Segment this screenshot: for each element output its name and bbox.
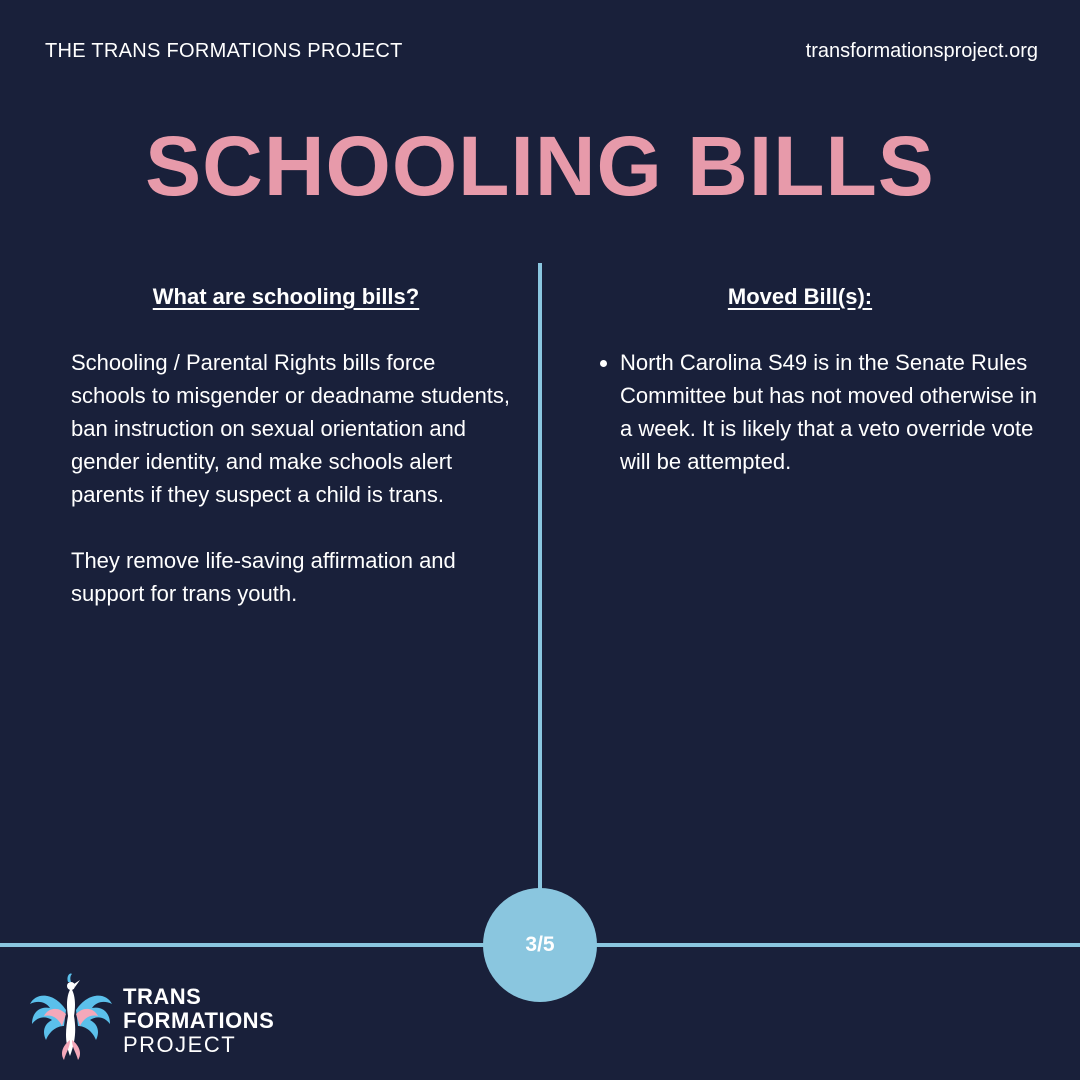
website-link[interactable]: transformationsproject.org [805, 40, 1038, 62]
right-column-body [598, 346, 1038, 478]
right-column-heading: Moved Bill(s): [727, 284, 873, 309]
left-paragraph-1: Schooling / Parental Rights bills force schools to misgender or deadname students, ban instruction on sexual orientation and gender identity, and make schools alert parents if they suspect a child is trans. [71, 350, 511, 507]
column-divider [538, 263, 542, 893]
page-indicator [483, 888, 597, 1002]
left-column-body [71, 346, 511, 643]
moved-bills-list [598, 346, 1038, 478]
list-item: • North Carolina S49 is in the Senate Rules Committee but has not moved otherwise in a week. It is likely that a veto override vote will be attempted. [620, 346, 1038, 478]
left-column-heading: What are schooling bills? [152, 284, 420, 309]
logo-line-1: TRANS [123, 984, 202, 1009]
logo-line-3: PROJECT [123, 1032, 237, 1057]
page-title: SCHOOLING BILLS [145, 119, 935, 213]
left-paragraph-2: They remove life-saving affirmation and support for trans youth. [71, 548, 456, 606]
org-name: THE TRANS FORMATIONS PROJECT [45, 40, 403, 62]
logo-line-2: FORMATIONS [123, 1008, 275, 1033]
phoenix-logo-icon [26, 970, 116, 1062]
logo-wordmark [123, 985, 274, 1057]
page-indicator-label: 3/5 [525, 933, 555, 956]
